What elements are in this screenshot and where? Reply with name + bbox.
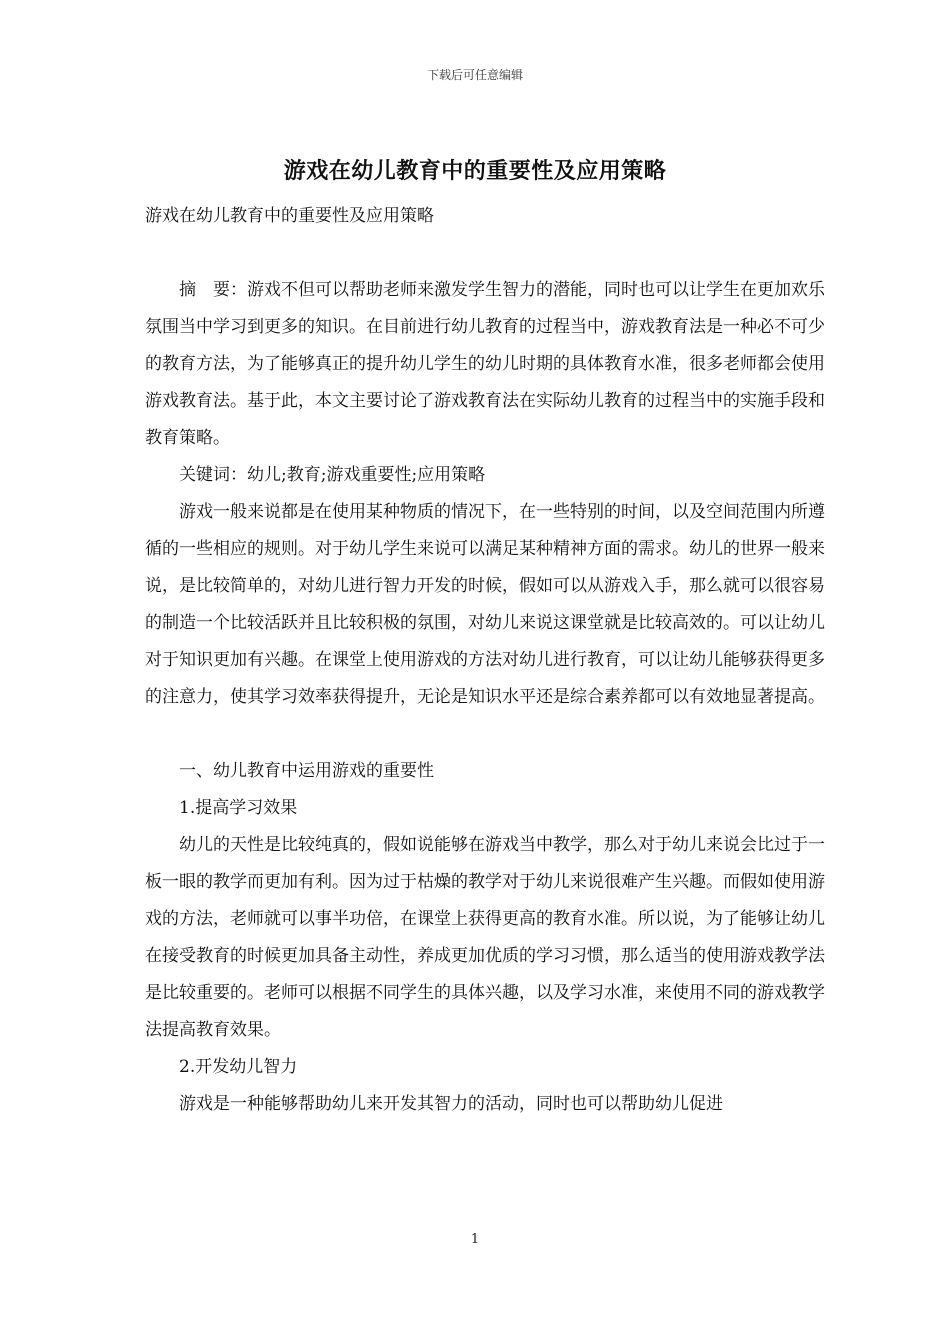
document-subtitle: 游戏在幼儿教育中的重要性及应用策略 [145, 206, 434, 226]
document-title: 游戏在幼儿教育中的重要性及应用策略 [283, 158, 667, 184]
intro-paragraph: 游戏一般来说都是在使用某种物质的情况下，在一些特别的时间，以及空间范围内所遵循的一些相应的规则。对于幼儿学生来说可以满足某种精神方面的需求。幼儿的世界一般来说，是比较简单的，对幼儿进行智力开发的时候，假如可以从游戏入手，那么就可以很容易的制造一个比较活跃并且比较积极的氛围，对幼儿来说这课堂就是比较高效的。可以让幼儿对于知识更加有兴趣。在课堂上使用游戏的方法对幼儿进行教育，可以让幼儿能够获得更多的注意力，使其学习效率获得提升，无论是知识水平还是综合素养都可以有效地显著提高。 [145, 502, 825, 707]
document-body [145, 198, 825, 1123]
subsection-heading: 1.提高学习效果 [179, 798, 298, 818]
spacer [145, 716, 825, 753]
body-paragraph: 幼儿的天性是比较纯真的，假如说能够在游戏当中教学，那么对于幼儿来说会比过于一板一眼的教学而更加有利。因为过于枯燥的教学对于幼儿来说很难产生兴趣。而假如使用游戏的方法，老师就可以事半功倍，在课堂上获得更高的教育水准。所以说，为了能够让幼儿在接受教育的时候更加具备主动性，养成更加优质的学习习惯，那么适当的使用游戏教学法是比较重要的。老师可以根据不同学生的具体兴趣，以及学习水准，来使用不同的游戏教学法提高教育效果。 [145, 835, 825, 1040]
subsection-heading: 2.开发幼儿智力 [179, 1057, 298, 1077]
keywords-line: 关键词：幼儿;教育;游戏重要性;应用策略 [179, 465, 486, 485]
abstract-paragraph: 摘 要：游戏不但可以帮助老师来激发学生智力的潜能，同时也可以让学生在更加欢乐氛围当中学习到更多的知识。在目前进行幼儿教育的过程当中，游戏教育法是一种必不可少的教育方法，为了能够真正的提升幼儿学生的幼儿时期的具体教育水准，很多老师都会使用游戏教育法。基于此，本文主要讨论了游戏教育法在实际幼儿教育的过程当中的实施手段和教育策略。 [145, 280, 825, 448]
section-heading: 一、幼儿教育中运用游戏的重要性 [179, 761, 434, 781]
body-paragraph: 游戏是一种能够帮助幼儿来开发其智力的活动，同时也可以帮助幼儿促进 [179, 1094, 723, 1114]
page-number: 1 [470, 1232, 480, 1247]
header-note: 下载后可任意编辑 [426, 68, 523, 82]
spacer [145, 235, 825, 272]
